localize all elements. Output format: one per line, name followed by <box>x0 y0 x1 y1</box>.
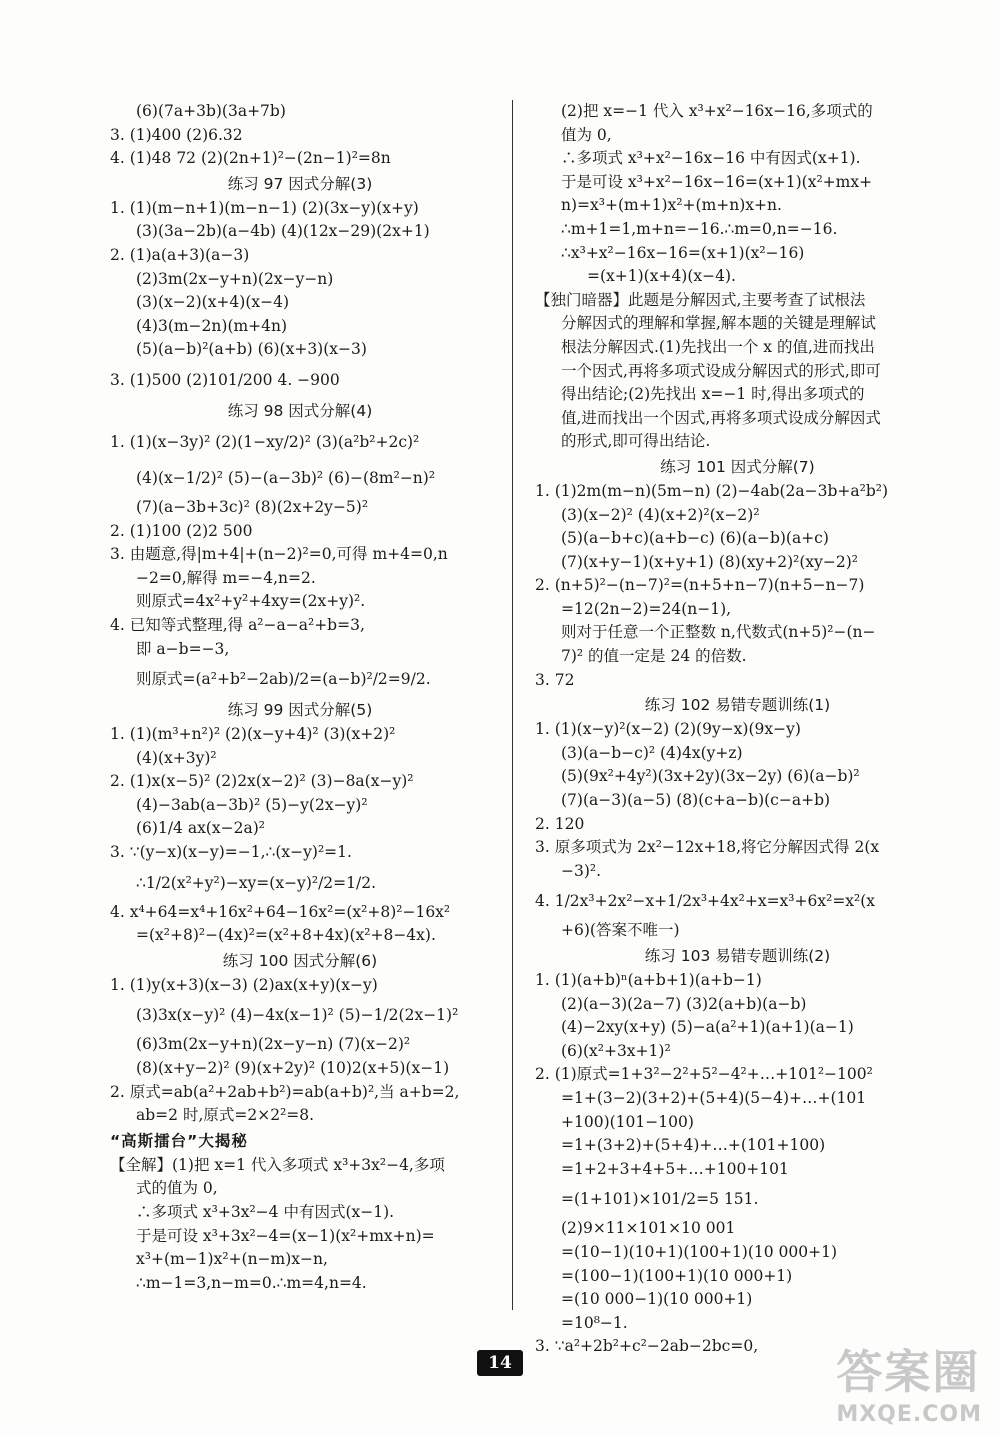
page-number: 14 <box>477 1350 523 1376</box>
answer-line: (2)3m(2x−y+n)(2x−y−n) <box>136 269 334 288</box>
answer-line: 式的值为 0, <box>136 1179 218 1198</box>
answer-line: x³+(m−1)x²+(n−m)x−n, <box>136 1250 328 1269</box>
answer-line: 3. ∵a²+2b²+c²−2ab−2bc=0, <box>535 1337 759 1356</box>
answer-line: (7)(a−3b+3c)² (8)(2x+2y−5)² <box>136 497 369 516</box>
answer-line: 1. (1)(m−n+1)(m−n−1) (2)(3x−y)(x+y) <box>110 198 419 217</box>
answer-line: ∴m−1=3,n−m=0.∴m=4,n=4. <box>136 1273 367 1292</box>
answer-line: 2. (1)a(a+3)(a−3) <box>110 245 250 264</box>
answer-line: +100)(101−100) <box>561 1112 694 1131</box>
answer-line: (3)(x−2)(x+4)(x−4) <box>136 293 290 312</box>
answer-line: (6)3m(2x−y+n)(2x−y−n) (7)(x−2)² <box>136 1035 411 1054</box>
section-heading: 练习 100 因式分解(6) <box>222 951 378 970</box>
answer-line: 1. (1)2m(m−n)(5m−n) (2)−4ab(2a−3b+a²b²) <box>535 481 889 500</box>
answer-line: 4. (1)48 72 (2)(2n+1)²−(2n−1)²=8n <box>110 149 391 168</box>
answer-line: (5)(a−b)²(a+b) (6)(x+3)(x−3) <box>136 340 367 359</box>
answer-line: −3)². <box>561 861 602 880</box>
answer-line: (6)(7a+3b)(3a+7b) <box>136 102 286 120</box>
answer-line: 3. 由题意,得|m+4|+(n−2)²=0,可得 m+4=0,n <box>110 545 448 564</box>
left-column <box>110 100 490 1295</box>
answer-line: (3)3x(x−y)² (4)−4x(x−1)² (5)−1/2(2x−1)² <box>136 1006 459 1025</box>
answer-line: ∴多项式 x³+3x²−4 中有因式(x−1). <box>136 1203 395 1221</box>
answer-line: 一个因式,再将多项式设成分解因式的形式,即可 <box>561 361 881 380</box>
answer-line: (2)(a−3)(2a−7) (3)2(a+b)(a−b) <box>561 994 807 1013</box>
watermark-url: MXQE.COM <box>836 1402 982 1427</box>
answer-line: 的形式,即可得出结论. <box>561 432 711 451</box>
answer-line: (7)(a−3)(a−5) (8)(c+a−b)(c−a+b) <box>561 791 831 810</box>
section-heading: “高斯擂台”大揭秘 <box>110 1131 248 1150</box>
answer-line: ∴1/2(x²+y²)−xy=(x−y)²/2=1/2. <box>136 873 377 892</box>
answer-line: =1+(3+2)+(5+4)+…+(101+100) <box>561 1136 826 1155</box>
answer-line: ∴多项式 x³+x²−16x−16 中有因式(x+1). <box>561 149 861 168</box>
answer-line: (6)1/4 ax(x−2a)² <box>136 819 265 838</box>
section-heading: 练习 101 因式分解(7) <box>660 457 815 476</box>
watermark-logo: 答案圈 <box>836 1345 981 1399</box>
answer-line: 则原式=4x²+y²+4xy=(2x+y)². <box>136 592 366 611</box>
answer-line: (6)(x²+3x+1)² <box>561 1041 671 1060</box>
answer-line: 2. 120 <box>535 814 585 833</box>
answer-line: (4)(x−1/2)² (5)−(a−3b)² (6)−(8m²−n)² <box>136 468 436 487</box>
answer-line: (4)−3ab(a−3b)² (5)−y(2x−y)² <box>136 795 368 814</box>
answer-line: (5)(9x²+4y²)(3x+2y)(3x−2y) (6)(a−b)² <box>561 767 860 786</box>
answer-line: 2. (1)100 (2)2 500 <box>110 521 253 540</box>
answer-line: 根法分解因式.(1)先找出一个 x 的值,进而找出 <box>561 337 875 356</box>
answer-line: 1. (1)(x−y)²(x−2) (2)(9y−x)(9x−y) <box>535 720 801 739</box>
answer-line: (5)(a−b+c)(a+b−c) (6)(a−b)(a+c) <box>561 529 829 548</box>
answer-line: 1. (1)y(x+3)(x−3) (2)ax(x+y)(x−y) <box>110 975 378 994</box>
answer-line: 2. (n+5)²−(n−7)²=(n+5+n−7)(n+5−n−7) <box>535 576 865 595</box>
answer-line: 则对于任意一个正整数 n,代数式(n+5)²−(n− <box>561 623 876 642</box>
answer-line: −2=0,解得 m=−4,n=2. <box>136 568 316 587</box>
answer-line: 值,进而找出一个因式,再将多项式设成分解因式 <box>561 408 881 427</box>
answer-line: 4. 已知等式整理,得 a²−a−a²+b=3, <box>110 615 365 634</box>
answer-line: (2)把 x=−1 代入 x³+x²−16x−16,多项式的 <box>561 102 873 120</box>
answer-line: 【独门暗器】此题是分解因式,主要考查了试根法 <box>535 290 866 309</box>
answer-line: 则原式=(a²+b²−2ab)/2=(a−b)²/2=9/2. <box>136 670 431 689</box>
answer-line: 2. 原式=ab(a²+2ab+b²)=ab(a+b)²,当 a+b=2, <box>110 1082 460 1101</box>
answer-line: =10⁸−1. <box>561 1313 628 1332</box>
answer-line: 【全解】(1)把 x=1 代入多项式 x³+3x²−4,多项 <box>110 1155 445 1174</box>
section-heading: 练习 102 易错专题训练(1) <box>644 696 831 715</box>
answer-line: (3)(3a−2b)(a−4b) (4)(12x−29)(2x+1) <box>136 222 430 241</box>
answer-line: (7)(x+y−1)(x+y+1) (8)(xy+2)²(xy−2)² <box>561 552 859 571</box>
answer-line: (4)3(m−2n)(m+4n) <box>136 316 288 335</box>
column-divider <box>512 100 513 1310</box>
answer-line: 4. x⁴+64=x⁴+16x²+64−16x²=(x²+8)²−16x² <box>110 902 451 921</box>
answer-line: (3)(a−b−c)² (4)4x(y+z) <box>561 743 743 762</box>
answer-line: 2. (1)原式=1+3²−2²+5²−4²+…+101²−100² <box>535 1065 873 1084</box>
answer-line: =1+2+3+4+5+…+100+101 <box>561 1159 789 1178</box>
answer-line: =(x²+8)²−(4x)²=(x²+8+4x)(x²+8−4x). <box>136 926 436 945</box>
answer-line: (4)−2xy(x+y) (5)−a(a²+1)(a+1)(a−1) <box>561 1018 854 1037</box>
section-heading: 练习 97 因式分解(3) <box>227 174 373 193</box>
answer-line: n)=x³+(m+1)x²+(m+n)x+n. <box>561 196 782 215</box>
answer-line: 7)² 的值一定是 24 的倍数. <box>561 647 747 666</box>
section-heading: 练习 103 易错专题训练(2) <box>644 947 831 965</box>
answer-line: 于是可设 x³+x²−16x−16=(x+1)(x²+mx+ <box>561 172 873 191</box>
answer-line: =(1+101)×101/2=5 151. <box>561 1190 759 1209</box>
answer-line: (2)9×11×101×10 001 <box>561 1219 736 1238</box>
answer-line: 4. 1/2x³+2x²−x+1/2x³+4x²+x=x³+6x²=x²(x <box>535 892 876 911</box>
answer-line: ∴m+1=1,m+n=−16.∴m=0,n=−16. <box>561 219 838 238</box>
answer-line: 3. 原多项式为 2x²−12x+18,将它分解因式得 2(x <box>535 838 880 857</box>
answer-line: 值为 0, <box>561 125 612 144</box>
section-heading: 练习 98 因式分解(4) <box>227 401 373 420</box>
answer-line: (8)(x+y−2)² (9)(x+2y)² (10)2(x+5)(x−1) <box>136 1059 450 1078</box>
answer-line: 即 a−b=−3, <box>136 639 230 658</box>
watermark <box>836 1336 982 1427</box>
right-column <box>535 100 940 1359</box>
answer-line: 分解因式的理解和掌握,解本题的关键是理解试 <box>561 314 876 333</box>
answer-line: =(10 000−1)(10 000+1) <box>561 1290 753 1309</box>
section-heading: 练习 99 因式分解(5) <box>227 701 373 720</box>
answer-line: 2. (1)x(x−5)² (2)2x(x−2)² (3)−8a(x−y)² <box>110 772 414 791</box>
answer-line: =12(2n−2)=24(n−1), <box>561 599 732 618</box>
answer-line: 3. ∵(y−x)(x−y)=−1,∴(x−y)²=1. <box>110 843 352 862</box>
answer-line: +6)(答案不唯一) <box>561 921 680 940</box>
answer-line: 得出结论;(2)先找出 x=−1 时,得出多项式的 <box>561 385 865 404</box>
answer-line: =(10−1)(10+1)(100+1)(10 000+1) <box>561 1242 838 1261</box>
answer-line: 1. (1)(x−3y)² (2)(1−xy/2)² (3)(a²b²+2c)² <box>110 432 420 451</box>
answer-line: =1+(3−2)(3+2)+(5+4)(5−4)+…+(101 <box>561 1088 867 1107</box>
answer-line: =(100−1)(100+1)(10 000+1) <box>561 1266 793 1285</box>
answer-line: 3. (1)400 (2)6.32 <box>110 125 243 144</box>
answer-line: ab=2 时,原式=2×2²=8. <box>136 1106 315 1125</box>
answer-line: (4)(x+3y)² <box>136 748 217 767</box>
answer-line: (3)(x−2)² (4)(x+2)²(x−2)² <box>561 505 760 524</box>
answer-line: ∴x³+x²−16x−16=(x+1)(x²−16) <box>561 243 805 262</box>
answer-line: 于是可设 x³+3x²−4=(x−1)(x²+mx+n)= <box>136 1226 435 1245</box>
answer-line: =(x+1)(x+4)(x−4). <box>587 267 736 286</box>
answer-line: 1. (1)(m³+n²)² (2)(x−y+4)² (3)(x+2)² <box>110 725 396 744</box>
answer-line: 3. 72 <box>535 670 575 689</box>
answer-line: 3. (1)500 (2)101/200 4. −900 <box>110 370 340 389</box>
answer-line: 1. (1)(a+b)ⁿ(a+b+1)(a+b−1) <box>535 971 762 989</box>
